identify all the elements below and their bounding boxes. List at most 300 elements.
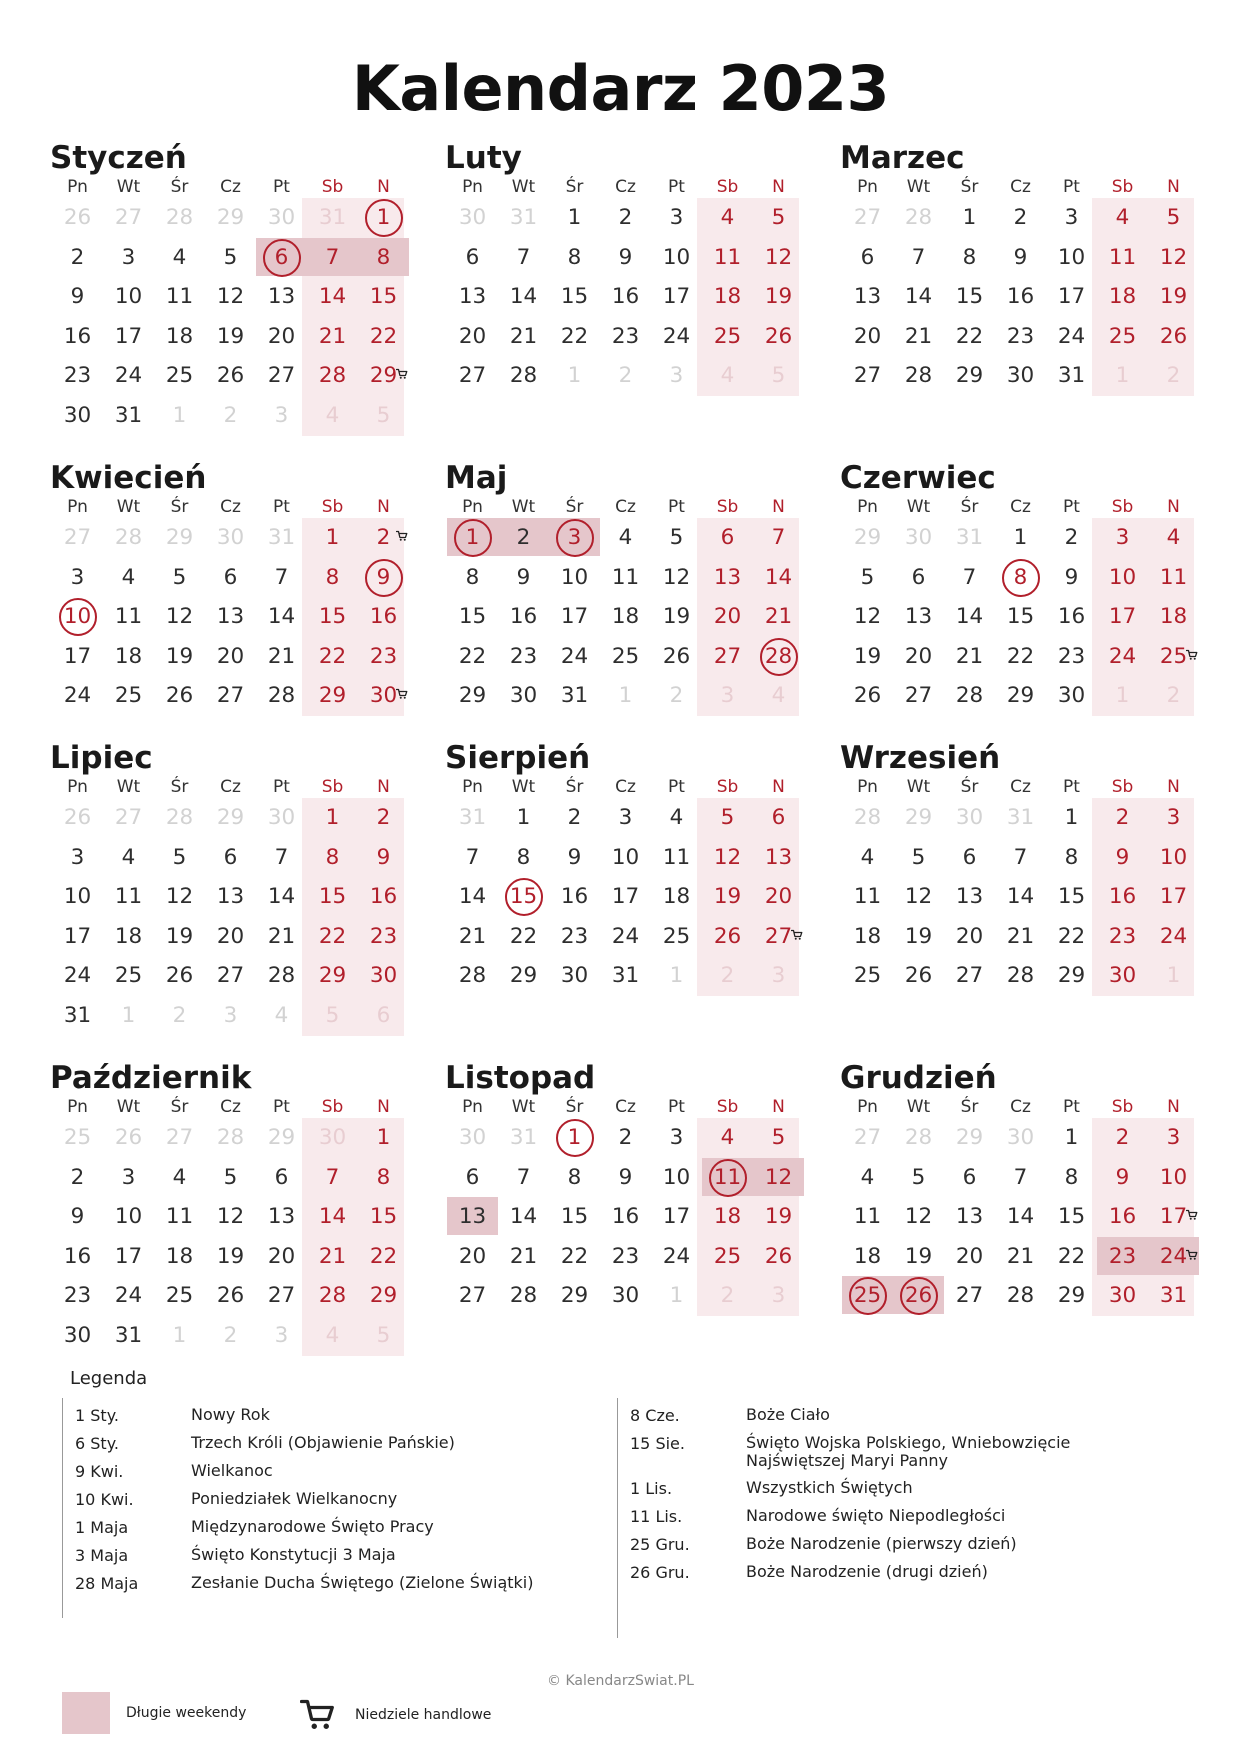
day-number: 19 (662, 604, 691, 630)
day-cell (103, 1316, 154, 1355)
day-cell-adjacent (205, 198, 256, 237)
day-number: 19 (904, 1243, 933, 1269)
day-number: 28 (458, 963, 487, 989)
day-cell (944, 317, 995, 356)
day-cell (944, 597, 995, 636)
day-number: 1 (121, 1003, 136, 1028)
day-cell-adjacent (256, 518, 307, 557)
day-cell (358, 518, 409, 557)
day-cell (753, 637, 804, 676)
day-cell-adjacent (447, 198, 498, 237)
day-cell (842, 558, 893, 597)
day-number: 17 (1108, 604, 1137, 630)
day-number: 4 (720, 1125, 735, 1150)
day-number: 9 (567, 844, 582, 870)
day-number: 3 (1166, 805, 1181, 830)
day-cell-adjacent (103, 518, 154, 557)
day-number: 9 (1115, 844, 1130, 870)
holiday-name: Święto Wojska Polskiego, Wniebowzięcie Najświętszej Maryi Panny (746, 1433, 1071, 1470)
day-cell (52, 956, 103, 995)
day-number: 23 (1006, 323, 1035, 349)
day-number: 29 (1057, 1283, 1086, 1309)
day-number: 16 (369, 604, 398, 630)
day-number: 1 (962, 205, 977, 230)
day-number: 21 (318, 323, 347, 349)
day-cell (103, 558, 154, 597)
day-cell (205, 1158, 256, 1197)
day-cell (893, 1276, 944, 1315)
day-cell (256, 277, 307, 316)
holiday-ring (1002, 559, 1040, 597)
day-number: 28 (904, 363, 933, 389)
holiday-ring (263, 239, 301, 277)
day-cell (52, 996, 103, 1035)
day-cell (944, 877, 995, 916)
day-number: 2 (720, 963, 735, 989)
day-cell (103, 1237, 154, 1276)
day-number: 28 (114, 525, 143, 550)
day-cell (995, 238, 1046, 277)
day-cell (995, 637, 1046, 676)
day-number: 31 (63, 1003, 92, 1028)
day-cell (256, 317, 307, 356)
day-cell (307, 238, 358, 277)
day-cell (753, 238, 804, 277)
day-number: 14 (267, 604, 296, 630)
day-number: 2 (223, 403, 238, 428)
day-number: 19 (764, 1204, 793, 1230)
trading-sunday-label: Niedziele handlowe (355, 1707, 492, 1723)
day-cell (600, 1158, 651, 1197)
day-number: 5 (911, 1164, 926, 1190)
day-cell (498, 676, 549, 715)
day-cell (103, 1158, 154, 1197)
day-number: 10 (662, 244, 691, 270)
day-cell (651, 1197, 702, 1236)
day-cell (1148, 238, 1199, 277)
day-number: 15 (369, 1204, 398, 1230)
day-number: 25 (713, 323, 742, 349)
day-cell (307, 1197, 358, 1236)
day-number: 14 (318, 284, 347, 310)
day-cell (944, 1237, 995, 1276)
day-cell (154, 238, 205, 277)
day-number: 26 (114, 1125, 143, 1150)
day-cell (154, 877, 205, 916)
day-number: 14 (267, 884, 296, 910)
day-number: 5 (911, 844, 926, 870)
holiday-ring (59, 598, 97, 636)
day-cell (893, 317, 944, 356)
day-cell (358, 1118, 409, 1157)
day-number: 5 (771, 1125, 786, 1150)
day-number: 22 (318, 643, 347, 669)
day-number: 15 (509, 884, 538, 910)
day-number: 10 (662, 1164, 691, 1190)
day-number: 7 (325, 244, 340, 270)
day-number: 4 (720, 205, 735, 230)
day-cell (753, 597, 804, 636)
day-cell (549, 676, 600, 715)
day-number: 2 (172, 1003, 187, 1028)
day-number: 12 (853, 604, 882, 630)
day-cell-adjacent (307, 996, 358, 1035)
day-number: 19 (764, 284, 793, 310)
day-number: 30 (318, 1125, 347, 1150)
day-cell (103, 396, 154, 435)
day-number: 30 (1108, 1283, 1137, 1309)
day-cell (447, 277, 498, 316)
day-cell (651, 317, 702, 356)
day-number: 1 (172, 403, 187, 428)
day-cell-adjacent (205, 396, 256, 435)
holiday-name: Zesłanie Ducha Świętego (Zielone Świątki) (191, 1573, 534, 1592)
day-number: 16 (1108, 884, 1137, 910)
day-cell (307, 518, 358, 557)
day-number: 27 (63, 525, 92, 550)
day-cell (205, 917, 256, 956)
day-number: 1 (567, 205, 582, 230)
day-number: 25 (1159, 643, 1188, 669)
day-number: 4 (1166, 525, 1181, 550)
day-cell (1046, 597, 1097, 636)
day-number: 28 (1006, 1283, 1035, 1309)
day-cell (447, 356, 498, 395)
day-number: 2 (516, 525, 531, 550)
day-number: 3 (70, 844, 85, 870)
day-cell (702, 798, 753, 837)
day-number: 10 (1108, 564, 1137, 590)
holiday-ring (760, 638, 798, 676)
weekday-header: Wt (906, 1097, 931, 1117)
day-cell (549, 1158, 600, 1197)
weekday-header: Cz (220, 177, 241, 197)
day-number: 1 (618, 683, 633, 709)
day-cell (549, 838, 600, 877)
holiday-ring (556, 519, 594, 557)
day-number: 3 (223, 1003, 238, 1028)
day-number: 23 (1108, 1243, 1137, 1269)
shopping-cart-icon (1186, 1195, 1198, 1207)
day-cell (600, 1197, 651, 1236)
day-number: 20 (955, 1243, 984, 1269)
day-cell-adjacent (205, 518, 256, 557)
day-number: 23 (63, 1283, 92, 1309)
day-cell (842, 637, 893, 676)
day-cell (1148, 877, 1199, 916)
day-number: 20 (216, 643, 245, 669)
day-cell (154, 277, 205, 316)
day-number: 31 (1159, 1283, 1188, 1309)
day-number: 1 (1064, 805, 1079, 830)
day-number: 29 (853, 525, 882, 550)
holiday-name: Nowy Rok (191, 1405, 270, 1424)
holiday-name: Boże Narodzenie (pierwszy dzień) (746, 1534, 1017, 1553)
day-number: 21 (1006, 1243, 1035, 1269)
holiday-date: 6 Sty. (75, 1434, 119, 1453)
day-number: 18 (853, 923, 882, 949)
day-number: 23 (1108, 923, 1137, 949)
day-cell (498, 838, 549, 877)
weekday-header: Pt (668, 177, 685, 197)
day-cell (1097, 877, 1148, 916)
day-cell (1046, 558, 1097, 597)
day-cell (651, 1158, 702, 1197)
weekday-header: Wt (511, 777, 536, 797)
day-cell (307, 1237, 358, 1276)
holiday-ring (365, 199, 403, 237)
day-cell (944, 676, 995, 715)
day-cell (549, 1197, 600, 1236)
day-number: 2 (1115, 1125, 1130, 1150)
weekday-header: Wt (906, 497, 931, 517)
day-number: 23 (611, 1243, 640, 1269)
weekday-header: N (1167, 177, 1180, 197)
day-cell (893, 676, 944, 715)
day-number: 29 (560, 1283, 589, 1309)
day-cell-adjacent (154, 198, 205, 237)
day-number: 16 (63, 323, 92, 349)
weekday-header: Śr (170, 777, 189, 797)
day-number: 11 (662, 844, 691, 870)
day-cell (702, 637, 753, 676)
day-cell (256, 1237, 307, 1276)
day-cell (1148, 1118, 1199, 1157)
day-cell (651, 637, 702, 676)
day-number: 6 (962, 1164, 977, 1190)
day-number: 10 (611, 844, 640, 870)
day-cell (256, 956, 307, 995)
weekday-header: Cz (220, 777, 241, 797)
day-cell (52, 1276, 103, 1315)
day-cell (1046, 877, 1097, 916)
day-cell-adjacent (154, 996, 205, 1035)
day-number: 31 (509, 1125, 538, 1150)
weekday-header: Pt (668, 1097, 685, 1117)
holiday-ring (454, 519, 492, 557)
day-cell-adjacent (651, 1276, 702, 1315)
day-number: 29 (267, 1125, 296, 1150)
day-cell (205, 558, 256, 597)
day-number: 30 (904, 525, 933, 550)
day-cell (498, 798, 549, 837)
day-cell (447, 956, 498, 995)
day-number: 8 (1064, 1164, 1079, 1190)
day-cell-adjacent (103, 1118, 154, 1157)
weekday-header: Sb (1111, 777, 1134, 797)
day-number: 3 (274, 403, 289, 428)
day-number: 4 (618, 525, 633, 550)
day-number: 22 (369, 323, 398, 349)
day-number: 18 (165, 323, 194, 349)
day-number: 21 (764, 604, 793, 630)
day-number: 8 (516, 844, 531, 870)
day-number: 7 (771, 525, 786, 550)
day-cell (307, 956, 358, 995)
day-cell (447, 877, 498, 916)
day-cell (154, 356, 205, 395)
day-number: 21 (458, 923, 487, 949)
day-cell (1046, 356, 1097, 395)
day-cell (205, 1237, 256, 1276)
day-cell (358, 917, 409, 956)
day-cell (52, 917, 103, 956)
day-number: 1 (172, 1323, 187, 1348)
day-cell (944, 1276, 995, 1315)
day-cell (103, 877, 154, 916)
day-number: 4 (669, 805, 684, 830)
day-cell (893, 1197, 944, 1236)
day-cell (103, 917, 154, 956)
day-cell-adjacent (498, 1118, 549, 1157)
day-cell (1097, 798, 1148, 837)
day-number: 27 (853, 1125, 882, 1150)
day-cell (842, 1158, 893, 1197)
weekday-header: Cz (1010, 177, 1031, 197)
day-cell (600, 637, 651, 676)
day-number: 28 (267, 683, 296, 709)
day-number: 13 (764, 844, 793, 870)
day-cell (600, 198, 651, 237)
day-number: 31 (267, 525, 296, 550)
day-cell-adjacent (498, 198, 549, 237)
weekday-header: Sb (321, 497, 344, 517)
day-number: 5 (860, 564, 875, 590)
day-number: 22 (318, 923, 347, 949)
day-number: 6 (274, 1164, 289, 1190)
day-number: 31 (560, 683, 589, 709)
weekday-header: Śr (565, 777, 584, 797)
weekday-header: N (377, 777, 390, 797)
day-number: 27 (764, 923, 793, 949)
day-cell (702, 917, 753, 956)
day-cell (753, 877, 804, 916)
day-cell (600, 597, 651, 636)
day-number: 29 (369, 1283, 398, 1309)
weekday-header: Pt (1063, 1097, 1080, 1117)
weekday-header: Pn (67, 497, 88, 517)
day-number: 18 (713, 284, 742, 310)
day-number: 27 (114, 805, 143, 830)
weekday-header: Śr (170, 497, 189, 517)
day-cell (753, 838, 804, 877)
day-cell (498, 1158, 549, 1197)
day-number: 20 (904, 643, 933, 669)
day-number: 3 (567, 525, 582, 550)
day-cell-adjacent (944, 798, 995, 837)
day-number: 28 (216, 1125, 245, 1150)
legend-left-column (62, 1398, 563, 1618)
day-number: 20 (216, 923, 245, 949)
weekday-header: Cz (220, 497, 241, 517)
weekday-header: Cz (615, 497, 636, 517)
weekday-header: Pt (668, 497, 685, 517)
day-cell (358, 637, 409, 676)
weekday-header: Pn (857, 497, 878, 517)
weekday-header: N (1167, 777, 1180, 797)
holiday-name: Trzech Króli (Objawienie Pańskie) (191, 1433, 455, 1452)
day-cell-adjacent (307, 1316, 358, 1355)
day-cell (1097, 1197, 1148, 1236)
day-cell (600, 317, 651, 356)
day-cell (498, 277, 549, 316)
day-cell (549, 238, 600, 277)
day-cell-adjacent (893, 798, 944, 837)
day-number: 18 (1159, 604, 1188, 630)
day-cell (1046, 917, 1097, 956)
day-cell (307, 1158, 358, 1197)
day-cell (307, 356, 358, 395)
day-number: 8 (376, 1164, 391, 1190)
day-number: 18 (165, 1243, 194, 1269)
day-cell-adjacent (256, 1118, 307, 1157)
day-cell (1097, 637, 1148, 676)
day-number: 25 (611, 643, 640, 669)
day-number: 2 (376, 805, 391, 830)
day-cell-adjacent (205, 996, 256, 1035)
day-cell-adjacent (447, 1118, 498, 1157)
day-number: 26 (63, 205, 92, 230)
month-name: Październik (50, 1060, 252, 1096)
day-number: 30 (509, 683, 538, 709)
day-number: 28 (318, 1283, 347, 1309)
day-cell (702, 1237, 753, 1276)
weekday-header: Wt (906, 777, 931, 797)
day-number: 20 (267, 1243, 296, 1269)
weekday-header: N (1167, 497, 1180, 517)
day-cell (651, 1237, 702, 1276)
holiday-name: Poniedziałek Wielkanocny (191, 1489, 398, 1508)
day-number: 12 (764, 244, 793, 270)
holiday-date: 9 Kwi. (75, 1462, 124, 1481)
weekday-header: Pn (462, 777, 483, 797)
day-number: 6 (720, 525, 735, 550)
day-number: 24 (662, 1243, 691, 1269)
day-number: 29 (165, 525, 194, 550)
day-number: 28 (1006, 963, 1035, 989)
day-cell (753, 917, 804, 956)
day-cell (307, 676, 358, 715)
weekday-header: Śr (960, 1097, 979, 1117)
day-cell (842, 1237, 893, 1276)
day-cell-adjacent (358, 396, 409, 435)
day-cell (498, 877, 549, 916)
day-number: 6 (376, 1003, 391, 1028)
day-cell (307, 277, 358, 316)
day-cell (1046, 1197, 1097, 1236)
day-number: 7 (516, 244, 531, 270)
day-cell (842, 356, 893, 395)
day-number: 2 (1064, 525, 1079, 550)
day-cell (103, 238, 154, 277)
day-number: 9 (618, 244, 633, 270)
day-number: 26 (764, 1243, 793, 1269)
day-cell-adjacent (753, 356, 804, 395)
day-cell (447, 1158, 498, 1197)
day-number: 16 (509, 604, 538, 630)
day-number: 28 (904, 205, 933, 230)
day-number: 18 (1108, 284, 1137, 310)
weekday-header: N (377, 1097, 390, 1117)
day-number: 1 (669, 963, 684, 989)
day-number: 10 (1159, 844, 1188, 870)
day-cell (1097, 238, 1148, 277)
day-cell (358, 676, 409, 715)
day-number: 9 (376, 844, 391, 870)
day-number: 6 (962, 844, 977, 870)
day-cell (842, 1276, 893, 1315)
day-number: 19 (853, 643, 882, 669)
